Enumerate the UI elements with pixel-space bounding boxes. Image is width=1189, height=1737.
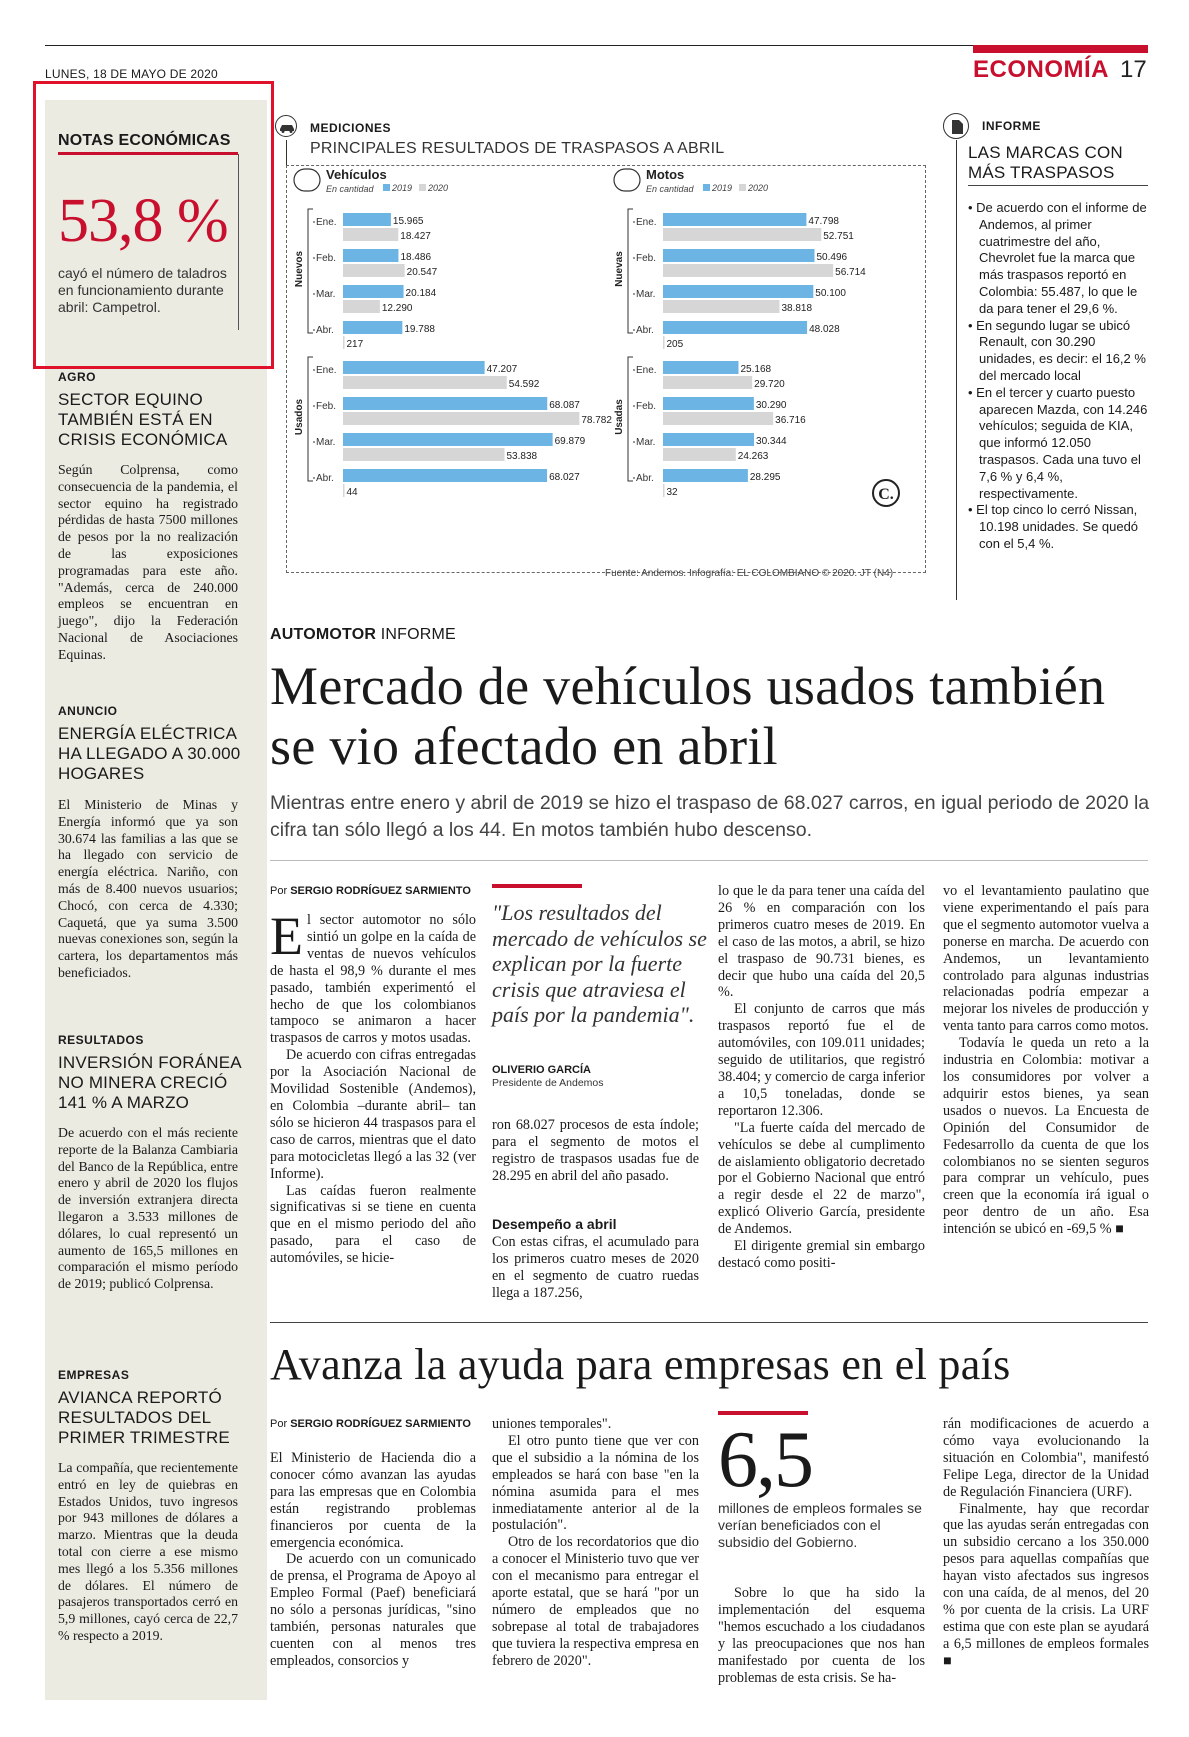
article-column-1 [270, 906, 476, 1267]
section-accent-bar [973, 45, 1148, 53]
data-label: 78.782 [581, 415, 612, 426]
data-label: 18.427 [400, 231, 431, 242]
informe-rule [968, 185, 1148, 186]
brief-tag: ANUNCIO [58, 704, 118, 718]
paragraph: Las caídas fueron realmente significativas si se tiene en cuenta que en el mismo periodo del año pasado, para el caso de automóviles, se hicie- [270, 1182, 476, 1267]
data-label: 19.788 [404, 324, 435, 335]
paragraph: lo que le da para tener una caída del 26 % en comparación con los primeros cuatro meses de 2019. En el caso de las motos, a abril, se hizo el traspaso de 90.731 bienes, es decir que hubo una caída del 20,5 %. [718, 883, 925, 1001]
legend-label: 2020 [748, 183, 769, 193]
bar [343, 213, 391, 226]
article-column-2 [492, 1117, 699, 1185]
article2-column-2 [492, 1416, 699, 1670]
byline-name: SERGIO RODRÍGUEZ SARMIENTO [290, 885, 471, 897]
tick-label: Abr. [636, 473, 654, 484]
quote-rule [492, 884, 582, 888]
data-label: 54.592 [508, 379, 540, 390]
section-name: ECONOMÍA [973, 56, 1109, 83]
tick-label: Feb. [636, 253, 657, 264]
data-label: 18.486 [400, 252, 432, 263]
bar [343, 412, 579, 425]
article-subheading: Desempeño a abril [492, 1216, 617, 1232]
data-label: 50.496 [816, 252, 848, 263]
bar [663, 264, 833, 277]
notas-stat: 53,8 % [58, 187, 228, 255]
informe-list [968, 200, 1148, 553]
data-label: 24.263 [737, 451, 769, 462]
data-label: 52.751 [823, 231, 854, 242]
tick-label: Feb. [316, 253, 337, 264]
data-label: 48.028 [809, 324, 840, 335]
bar [343, 321, 402, 334]
data-label: 30.344 [756, 436, 787, 447]
article2-headline: Avanza la ayuda para empresas en el país [270, 1340, 1011, 1389]
data-label: 69.879 [554, 436, 586, 447]
infographic-source: Fuente: Andemos. Infografía: EL COLOMBIANO © 2020. JT (N4) [605, 568, 894, 579]
paragraph: Con estas cifras, el acumulado para los primeros cuatro meses de 2020 en el segmento de cuatro ruedas llega a 187.256, [492, 1234, 699, 1301]
notas-description: cayó el número de taladros en funcionamiento durante abril: Campetrol. [58, 265, 227, 315]
kicker-rest: INFORME [376, 626, 456, 643]
article2-rule [270, 1322, 1148, 1323]
tick-label: Feb. [636, 401, 657, 412]
bar [343, 336, 345, 349]
stat-description: millones de empleos formales se verían beneficiados con el subsidio del Gobierno. [718, 1500, 922, 1550]
bar [343, 469, 547, 482]
tick-label: Ene. [316, 217, 337, 228]
quote-role: Presidente de Andemos [492, 1077, 604, 1089]
bar [663, 321, 807, 334]
infographic-tag: MEDICIONES [310, 121, 392, 135]
bar [663, 484, 665, 497]
data-label: 25.168 [740, 364, 772, 375]
paragraph: De acuerdo con cifras entregadas por la Asociación Nacional de Movilidad Sostenible (Andemos), en Colombia –durante abril– tan sólo se hicieron 44 traspasos para el caso de carros, mientras que el dato para motocicletas llegó a las 32 (ver Informe). [270, 1047, 476, 1182]
paragraph: De acuerdo con un comunicado de prensa, el Programa de Apoyo al Empleo Formal (Paef) beneficiará no sólo a personas jurídicas, "sino también, personas naturales que cuenten con al menos tres empleados, consorcios y [270, 1551, 476, 1669]
bar [663, 376, 752, 389]
legend-swatch [739, 184, 746, 191]
bar [663, 412, 773, 425]
bar [663, 361, 739, 374]
notas-rule [58, 152, 238, 155]
paragraph: rán modificaciones de acuerdo a cómo vaya evolucionando la situación en Colombia", manifestó Felipe Lega, director de la Unidad de Regulación Financiera (URF). [943, 1416, 1149, 1500]
informe-marker-line [956, 140, 957, 600]
bar [343, 376, 507, 389]
data-label: 217 [346, 339, 364, 350]
page-date: LUNES, 18 DE MAYO DE 2020 [45, 67, 218, 81]
paragraph: Finalmente, hay que recordar que las ayudas serán entregadas con un subsidio cercano a los 350.000 pesos para aquellas compañías que hayan visto afectados sus ingresos con una caída, de al menos, del 20 % por cuenta de la crisis. La URF estima que con este plan se ayudará a 6,5 millones de empleos formales ■ [943, 1500, 1149, 1669]
brief-headline: INVERSIÓN FORÁNEA NO MINERA CRECIÓ 141 % A MARZO [58, 1053, 241, 1112]
paragraph: El dirigente gremial sin embargo destacó como positi- [718, 1238, 925, 1271]
paragraph: "La fuerte caída del mercado de vehículos se debe al cumplimento de aislamiento obligatorio decretado por el Gobierno Nacional que entró a regir desde el 22 de marzo", explicó Oliverio García, presidente de Andemos. [718, 1119, 925, 1238]
byline-prefix: Por [270, 885, 291, 897]
data-label: 44 [346, 487, 358, 498]
brief-headline: ENERGÍA ELÉCTRICA HA LLEGADO A 30.000 HOGARES [58, 724, 241, 783]
bar [343, 300, 380, 313]
drop-cap: E [270, 906, 303, 966]
data-label: 47.207 [486, 364, 518, 375]
legend-label: 2019 [712, 183, 733, 193]
bar [343, 264, 405, 277]
article-byline [270, 885, 471, 897]
data-label: 28.295 [749, 472, 781, 483]
data-label: 47.798 [808, 216, 839, 227]
bar [343, 397, 547, 410]
tick-label: Ene. [316, 365, 337, 376]
bar [343, 249, 398, 262]
document-icon [943, 113, 969, 139]
brief-tag: EMPRESAS [58, 1368, 130, 1382]
tick-label: Mar. [636, 289, 656, 300]
informe-item: • En el tercer y cuarto puesto aparecen Mazda, con 14.246 vehículos; seguida de KIA, que informó 12.050 traspasos. Cada una tuvo el 7,6 % y 6,4 %, respectivamente. [968, 385, 1148, 503]
data-label: 53.838 [506, 451, 538, 462]
data-label: 32 [666, 487, 678, 498]
brief-tag: AGRO [58, 370, 96, 384]
bar [343, 285, 404, 298]
paragraph: l sector automotor no sólo sintió un golpe en la caída de ventas de nuevos vehículos de hasta el 98,9 % durante el mes pasado, también experimentó el hecho de que los colombianos tampoco se animaron a hacer traspasos de carros y motos usadas. [270, 912, 476, 1047]
panel-subtitle: En cantidad [326, 184, 374, 194]
article-column-4 [943, 883, 1149, 1238]
kicker-bold: AUTOMOTOR [270, 626, 377, 643]
motorcycle-icon [614, 169, 640, 191]
notas-divider [238, 154, 239, 330]
bar [663, 469, 748, 482]
data-label: 68.027 [549, 472, 580, 483]
panel-title: Motos [646, 167, 685, 182]
paragraph: Otro de los recordatorios que dio a conocer el Ministerio tuvo que ver con el mecanismo para entregar el aporte estatal, que se hará "por un número de empleados que no sobrepase al total de trabajadores que tuviera la respectiva empresa en febrero de 2020". [492, 1534, 699, 1669]
logo-text: C. [878, 486, 894, 503]
article2-column-1 [270, 1450, 476, 1670]
bar [663, 285, 813, 298]
bar [663, 448, 736, 461]
bar [343, 484, 345, 497]
paragraph: vo el levantamiento paulatino que viene experimentando el país para que el segmento automotor vuelva a ponerse en marcha. De acuerdo con Andemos, un levantamiento controlado para algunas industrias relacionadas podría empezar a mejorar los niveles de producción y venta tanto para carros como motos. [943, 883, 1149, 1035]
stat-number: 6,5 [718, 1416, 812, 1504]
data-label: 68.087 [549, 400, 580, 411]
informe-title: LAS MARCAS CON MÁS TRASPASOS [968, 143, 1123, 182]
paragraph: ron 68.027 procesos de esta índole; para el segmento de motos el registro de traspasos usadas fue de 28.295 en abril del año pasado. [492, 1117, 699, 1184]
panel-title: Vehículos [326, 167, 387, 182]
bar [343, 448, 505, 461]
data-label: 50.100 [815, 288, 846, 299]
tick-label: Ene. [636, 365, 657, 376]
article-kicker [270, 626, 456, 644]
data-label: 20.184 [405, 288, 437, 299]
brief-body: De acuerdo con el más reciente reporte de la Balanza Cambiaria del Banco de la República, entre enero y abril de 2020 los flujos de inversión extranjera directa llegaron a 3.533 millones de dólares, lo cual representó un aumento de 165,5 millones en comparación el mismo período de 2019; publicó Colprensa. [58, 1125, 238, 1292]
bar [663, 336, 665, 349]
brief-headline: AVIANCA REPORTÓ RESULTADOS DEL PRIMER TRIMESTRE [58, 1388, 230, 1447]
data-label: 205 [666, 339, 684, 350]
article-column-2b [492, 1234, 699, 1302]
group-bracket [628, 209, 633, 333]
group-label: Usados [294, 398, 305, 436]
bar [663, 213, 806, 226]
bar [663, 433, 754, 446]
data-label: 12.290 [381, 303, 413, 314]
group-bracket [308, 209, 313, 333]
tick-label: Mar. [316, 289, 336, 300]
bar [663, 228, 821, 241]
brief-body: Según Colprensa, como consecuencia de la pandemia, el sector equino ha registrado pérdidas de hasta 7500 millones de pesos por la no realización de las exposiciones programadas para este año. "Además, cerca de 240.000 empleos se encuentran en juego", dijo la Federación Nacional de Asociaciones Equinas. [58, 462, 238, 662]
car-icon [275, 115, 297, 137]
group-label: Nuevos [294, 250, 305, 288]
informe-item: • De acuerdo con el informe de Andemos, al primer cuatrimestre del año, Chevrolet fue la marca que más traspasos reportó en Colombia: 55.487, lo que le da para tener el 29,6 %. [968, 200, 1148, 318]
page-number: 17 [1120, 56, 1147, 83]
legend-swatch [419, 184, 426, 191]
paragraph: Todavía le queda un reto a la industria en Colombia: motivar a los consumidores por volver a adquirir estos bienes, ya sean usados o nuevos. La Encuesta de Opinión del Consumidor de Fedesarrollo da cuenta de que los colombianos no se sienten seguros para comprar un vehículo, pues creen que la economía irá igual o peor dentro de un año. Esa intención se ubicó en -69,5 % ■ [943, 1035, 1149, 1238]
article2-column-3 [718, 1585, 925, 1686]
tick-label: Abr. [636, 325, 654, 336]
pull-quote: "Los resultados del mercado de vehículos se explican por la fuerte crisis que atraviesa el país por la pandemia". [492, 900, 707, 1027]
article-headline: Mercado de vehículos usados también se vio afectado en abril [270, 656, 1106, 776]
brief-headline: SECTOR EQUINO TAMBIÉN ESTÁ EN CRISIS ECONÓMICA [58, 390, 228, 449]
infographic-title: PRINCIPALES RESULTADOS DE TRASPASOS A ABRIL [310, 140, 725, 157]
paragraph: uniones temporales". [492, 1416, 612, 1432]
data-label: 56.714 [835, 267, 866, 278]
traspasos-chart [286, 165, 926, 573]
informe-item: • El top cinco lo cerró Nissan, 10.198 unidades. Se quedó con el 5,4 %. [968, 502, 1148, 552]
panel-subtitle: En cantidad [646, 184, 694, 194]
data-label: 30.290 [755, 400, 787, 411]
tick-label: Mar. [316, 437, 336, 448]
paragraph: El otro punto tiene que ver con que el subsidio a la nómina de los empleados se hará con base "en la nómina asumida para el mes inmediatamente anterior al de la postulación". [492, 1432, 699, 1534]
article-subhead: Mientras entre enero y abril de 2019 se hizo el traspaso de 68.027 carros, en igual periodo de 2020 la cifra tan sólo llegó a los 44. En motos también hubo descenso. [270, 792, 1150, 841]
notas-title: NOTAS ECONÓMICAS [58, 132, 231, 149]
group-label: Nuevas [614, 251, 625, 287]
bar [343, 361, 485, 374]
car-icon [294, 169, 320, 191]
quote-author: OLIVERIO GARCÍA [492, 1064, 592, 1076]
tick-label: Feb. [316, 401, 337, 412]
legend-swatch [383, 184, 390, 191]
infographic-marker-line [286, 140, 287, 168]
data-label: 36.716 [775, 415, 806, 426]
tick-label: Ene. [636, 217, 657, 228]
group-label: Usadas [614, 399, 625, 435]
group-bracket [628, 357, 633, 481]
bar [343, 433, 553, 446]
legend-label: 2019 [392, 183, 413, 193]
informe-tag: INFORME [982, 119, 1041, 133]
brief-tag: RESULTADOS [58, 1033, 144, 1047]
article2-byline [270, 1418, 471, 1430]
bar [663, 300, 779, 313]
informe-item: • En segundo lugar se ubicó Renault, con 30.290 unidades, es decir: el 16,2 % del mercado local [968, 318, 1148, 385]
data-label: 15.965 [392, 216, 424, 227]
bar [663, 249, 814, 262]
brief-body: La compañía, que recientemente entró en ley de quiebras en Estados Unidos, tuvo ingresos por 943 millones de dólares a marzo. Mientras que la deuda total con cierre a ese mismo mes llegó a los 5.356 millones de dólares. El número de pasajeros transportados cerró en 5,9 millones, cayó cerca de 22,7 % respecto a 2019. [58, 1460, 238, 1643]
paragraph: Sobre lo que ha sido la implementación del esquema "hemos escuchado a los ciudadanos y las preocupaciones que nos han manifestado por cuenta de los problemas de esta crisis. Se ha- [718, 1585, 925, 1686]
data-label: 38.818 [781, 303, 813, 314]
legend-label: 2020 [428, 183, 449, 193]
group-bracket [308, 357, 313, 481]
paragraph: El conjunto de carros que más traspasos reportó fue el de automóviles, con 109.011 unidades; seguido de utilitarios, que registró 38.404; y comercio de carga inferior a 10,5 toneladas, donde se reportaron 12.306. [718, 1001, 925, 1119]
tick-label: Abr. [316, 325, 334, 336]
byline-prefix: Por [270, 1418, 291, 1430]
article-rule [270, 860, 1148, 861]
article2-column-4 [943, 1416, 1149, 1670]
bar [663, 397, 754, 410]
bar [343, 228, 398, 241]
paragraph: El Ministerio de Hacienda dio a conocer cómo avanzan las ayudas para las empresas que en Colombia están registrando problemas financieros por cuenta de la emergencia económica. [270, 1450, 476, 1551]
tick-label: Mar. [636, 437, 656, 448]
data-label: 29.720 [754, 379, 785, 390]
brief-body: El Ministerio de Minas y Energía informó que ya son 30.674 las familias a las que se ha llegado con servicio de energía eléctrica. Nariño, con más de 8.400 nuevos usuarios; Chocó, con cerca de 4.330; Caquetá, que ya suma 3.500 nuevas conexiones son, según la cartera, los departamentos más beneficiados. [58, 797, 238, 980]
data-label: 20.547 [406, 267, 438, 278]
tick-label: Abr. [316, 473, 334, 484]
legend-swatch [703, 184, 710, 191]
byline-name: SERGIO RODRÍGUEZ SARMIENTO [290, 1418, 471, 1430]
article-column-3 [718, 883, 925, 1272]
